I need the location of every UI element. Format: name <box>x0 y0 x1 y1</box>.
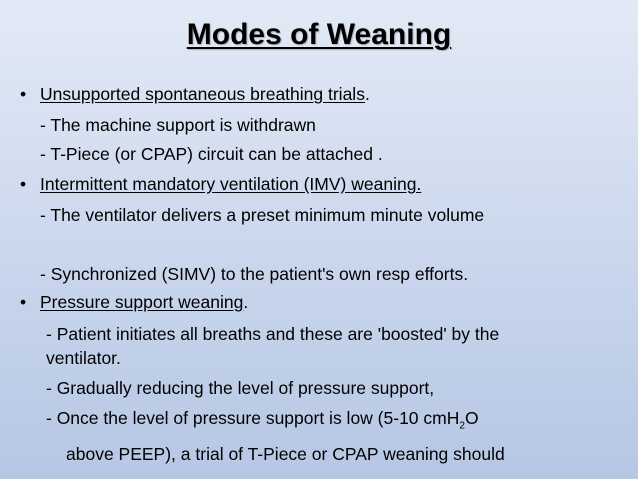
sub-line: - Gradually reducing the level of pressure support, <box>46 378 435 398</box>
sub-line: - Synchronized (SIMV) to the patient's own resp efforts. <box>40 264 469 284</box>
heading-link-1: Unsupported spontaneous breathing trials <box>40 84 365 104</box>
heading-link-2: Intermittent mandatory ventilation (IMV) weaning. <box>40 174 422 194</box>
subscript-2: 2 <box>459 420 465 432</box>
item-heading-2 <box>40 174 421 195</box>
bullet-icon: • <box>20 84 27 104</box>
heading-link-3: Pressure support weaning <box>40 292 244 312</box>
bullet-icon: • <box>20 292 27 312</box>
item-heading-3: Pressure support weaning. <box>40 292 249 312</box>
sub-line: - Patient initiates all breaths and these are 'boosted' by the <box>46 324 500 344</box>
sub-line: - T-Piece (or CPAP) circuit can be attached . <box>40 144 383 164</box>
sub-line: above PEEP), a trial of T-Piece or CPAP weaning should <box>66 444 505 464</box>
slide-title: Modes of Weaning <box>186 18 452 51</box>
sub-line: - The machine support is withdrawn <box>40 115 316 135</box>
sub-line-formula: - Once the level of pressure support is low (5-10 cmH$_2$O <box>46 408 479 432</box>
item-heading-1: Unsupported spontaneous breathing trials. <box>40 84 370 104</box>
sub-line: - The ventilator delivers a preset minimum minute volume <box>40 205 485 225</box>
sub-line: ventilator. <box>46 348 121 368</box>
bullet-icon: • <box>20 174 27 194</box>
